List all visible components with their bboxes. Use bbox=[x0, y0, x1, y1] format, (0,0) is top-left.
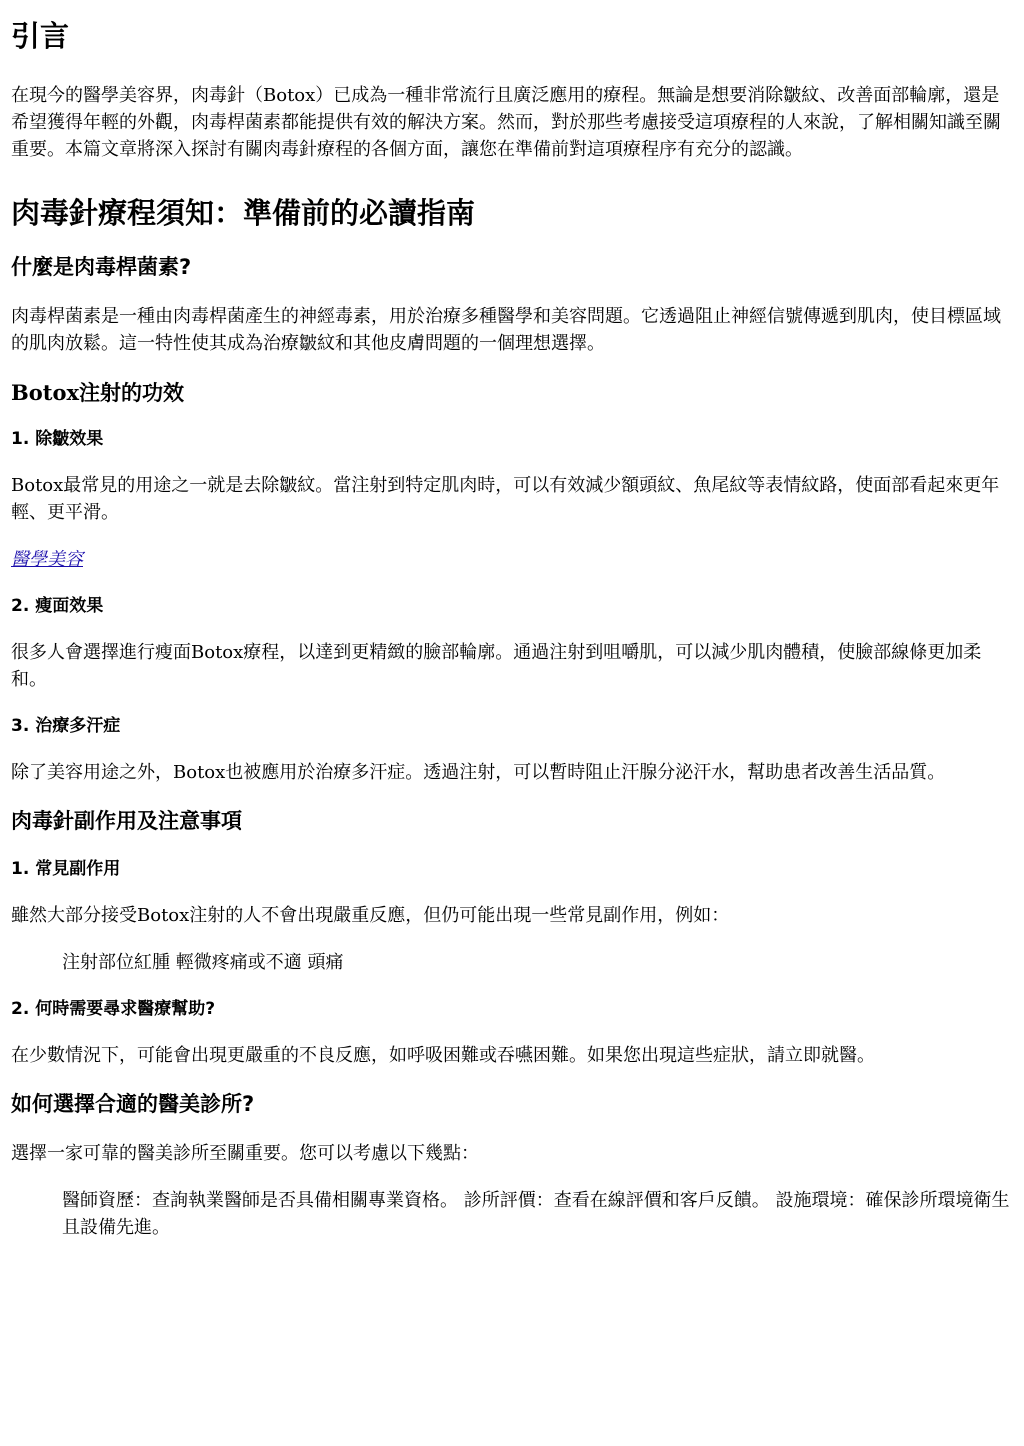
effect-text-slim-face: 很多人會選擇進行瘦面Botox療程，以達到更精緻的臉部輪廓。通過注射到咀嚼肌，可以減少肌肉體積，使臉部線條更加柔和。 bbox=[11, 642, 982, 691]
link-paragraph bbox=[11, 546, 1013, 573]
effect-text-hyperhidrosis: 除了美容用途之外，Botox也被應用於治療多汗症。透過注射，可以暫時阻止汗腺分泌汗水，幫助患者改善生活品質。 bbox=[11, 762, 946, 784]
common-side-effects-text: 雖然大部分接受Botox注射的人不會出現嚴重反應，但仍可能出現一些常見副作用，例如： bbox=[11, 904, 730, 926]
clinic-text: 選擇一家可靠的醫美診所至關重要。您可以考慮以下幾點： bbox=[11, 1143, 479, 1165]
list-item: 頭痛 bbox=[307, 951, 344, 973]
list-item: 診所評價：查看在線評價和客戶反饋。 bbox=[463, 1190, 770, 1212]
when-help-title: 2. 何時需要尋求醫療幫助? bbox=[11, 998, 216, 1019]
intro-paragraph: 在現今的醫學美容界，肉毒針（Botox）已成為一種非常流行且廣泛應用的療程。無論是想要消除皺紋、改善面部輪廓，還是希望獲得年輕的外觀，肉毒桿菌素都能提供有效的解決方案。然而，對於那些考慮接受這項療程的人來說，了解相關知識至關重要。本篇文章將深入探討有關肉毒針療程的各個方面，讓您在準備前對這項療程序有充分的認識。 bbox=[11, 85, 1001, 161]
what-is-paragraph: 肉毒桿菌素是一種由肉毒桿菌產生的神經毒素，用於治療多種醫學和美容問題。它透過阻止神經信號傳遞到肌肉，使目標區域的肌肉放鬆。這一特性使其成為治療皺紋和其他皮膚問題的一個理想選擇。 bbox=[11, 305, 1001, 354]
when-help-text: 在少數情況下，可能會出現更嚴重的不良反應，如呼吸困難或吞嚥困難。如果您出現這些症狀，請立即就醫。 bbox=[11, 1044, 875, 1066]
side-effects-list bbox=[11, 949, 1013, 976]
effect-title-wrinkle: 1. 除皺效果 bbox=[11, 429, 104, 450]
medical-aesthetics-link[interactable]: 醫學美容 bbox=[11, 549, 83, 571]
common-side-effects-title: 1. 常見副作用 bbox=[11, 858, 121, 879]
guide-heading: 肉毒針療程須知：準備前的必讀指南 bbox=[11, 196, 476, 231]
list-item: 注射部位紅腫 bbox=[62, 951, 170, 973]
effects-heading: Botox注射的功效 bbox=[11, 379, 184, 405]
effect-title-slim-face: 2. 瘦面效果 bbox=[11, 596, 104, 617]
effect-title-hyperhidrosis: 3. 治療多汗症 bbox=[11, 716, 121, 737]
clinic-heading: 如何選擇合適的醫美診所? bbox=[11, 1091, 255, 1116]
effect-text-wrinkle: Botox最常見的用途之一就是去除皺紋。當注射到特定肌肉時，可以有效減少額頭紋、魚尾紋等表情紋路，使面部看起來更年輕、更平滑。 bbox=[11, 475, 1000, 524]
intro-heading: 引言 bbox=[11, 19, 70, 53]
list-item: 設施環境：確保診所環境衛生且設備先進。 bbox=[62, 1190, 1010, 1239]
what-is-heading: 什麼是肉毒桿菌素? bbox=[11, 254, 192, 279]
list-item: 醫師資歷：查詢執業醫師是否具備相關專業資格。 bbox=[62, 1190, 458, 1212]
side-effects-heading: 肉毒針副作用及注意事項 bbox=[11, 809, 242, 834]
clinic-criteria-list bbox=[11, 1187, 1013, 1241]
list-item: 輕微疼痛或不適 bbox=[175, 951, 302, 973]
